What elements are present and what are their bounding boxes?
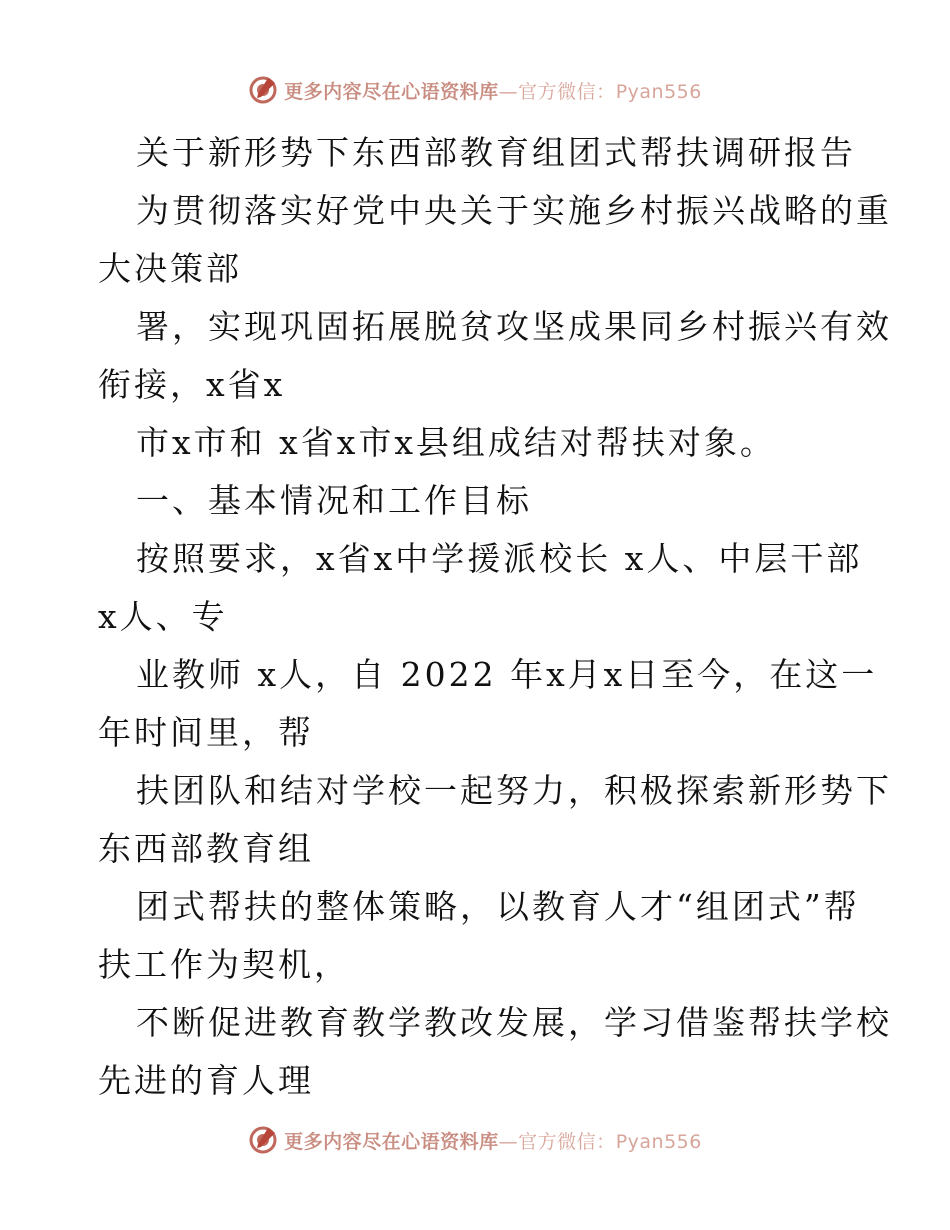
watermark-brand: 更多内容尽在心语资料库 — [284, 80, 499, 103]
watermark-separator: — — [498, 80, 519, 103]
watermark-text — [284, 1127, 702, 1154]
body-line: x人、专 — [98, 597, 228, 636]
watermark-brand: 更多内容尽在心语资料库 — [284, 1130, 499, 1153]
watermark-official: 官方微信： — [518, 80, 616, 103]
body-line: 团式帮扶的整体策略，以教育人才“组团式”帮 — [136, 887, 860, 926]
body-line: 署，实现巩固拓展脱贫攻坚成果同乡村振兴有效 — [136, 307, 892, 346]
body-line: 按照要求，x省x中学援派校长 x人、中层干部 — [136, 539, 863, 578]
body-line: 年时间里，帮 — [98, 713, 314, 752]
watermark-separator: — — [498, 1130, 519, 1153]
body-line: 为贯彻落实好党中央关于实施乡村振兴战略的重 — [136, 191, 892, 230]
watermark-text — [284, 77, 702, 104]
header-watermark — [0, 70, 950, 110]
body-line: 市x市和 x省x市x县组成结对帮扶对象。 — [136, 423, 776, 462]
body-line: 大决策部 — [98, 249, 242, 288]
body-line: 先进的育人理 — [98, 1061, 314, 1100]
body-line: 扶工作为契机， — [98, 945, 350, 984]
section-heading: 一、基本情况和工作目标 — [136, 481, 532, 520]
document-title: 关于新形势下东西部教育组团式帮扶调研报告 — [136, 133, 856, 172]
body-line: 东西部教育组 — [98, 829, 314, 868]
body-line: 扶团队和结对学校一起努力，积极探索新形势下 — [136, 771, 892, 810]
document-body — [98, 124, 892, 1110]
body-line: 业教师 x人，自 2022 年x月x日至今，在这一 — [136, 655, 878, 694]
pen-logo-icon — [248, 75, 278, 105]
body-line: 不断促进教育教学教改发展，学习借鉴帮扶学校 — [136, 1003, 892, 1042]
watermark-official: 官方微信： — [518, 1130, 616, 1153]
watermark-wechat-id: Pyan556 — [615, 80, 702, 103]
footer-watermark — [0, 1120, 950, 1160]
body-line: 衔接，x省x — [98, 365, 286, 404]
pen-logo-icon — [248, 1125, 278, 1155]
watermark-wechat-id: Pyan556 — [615, 1130, 702, 1153]
